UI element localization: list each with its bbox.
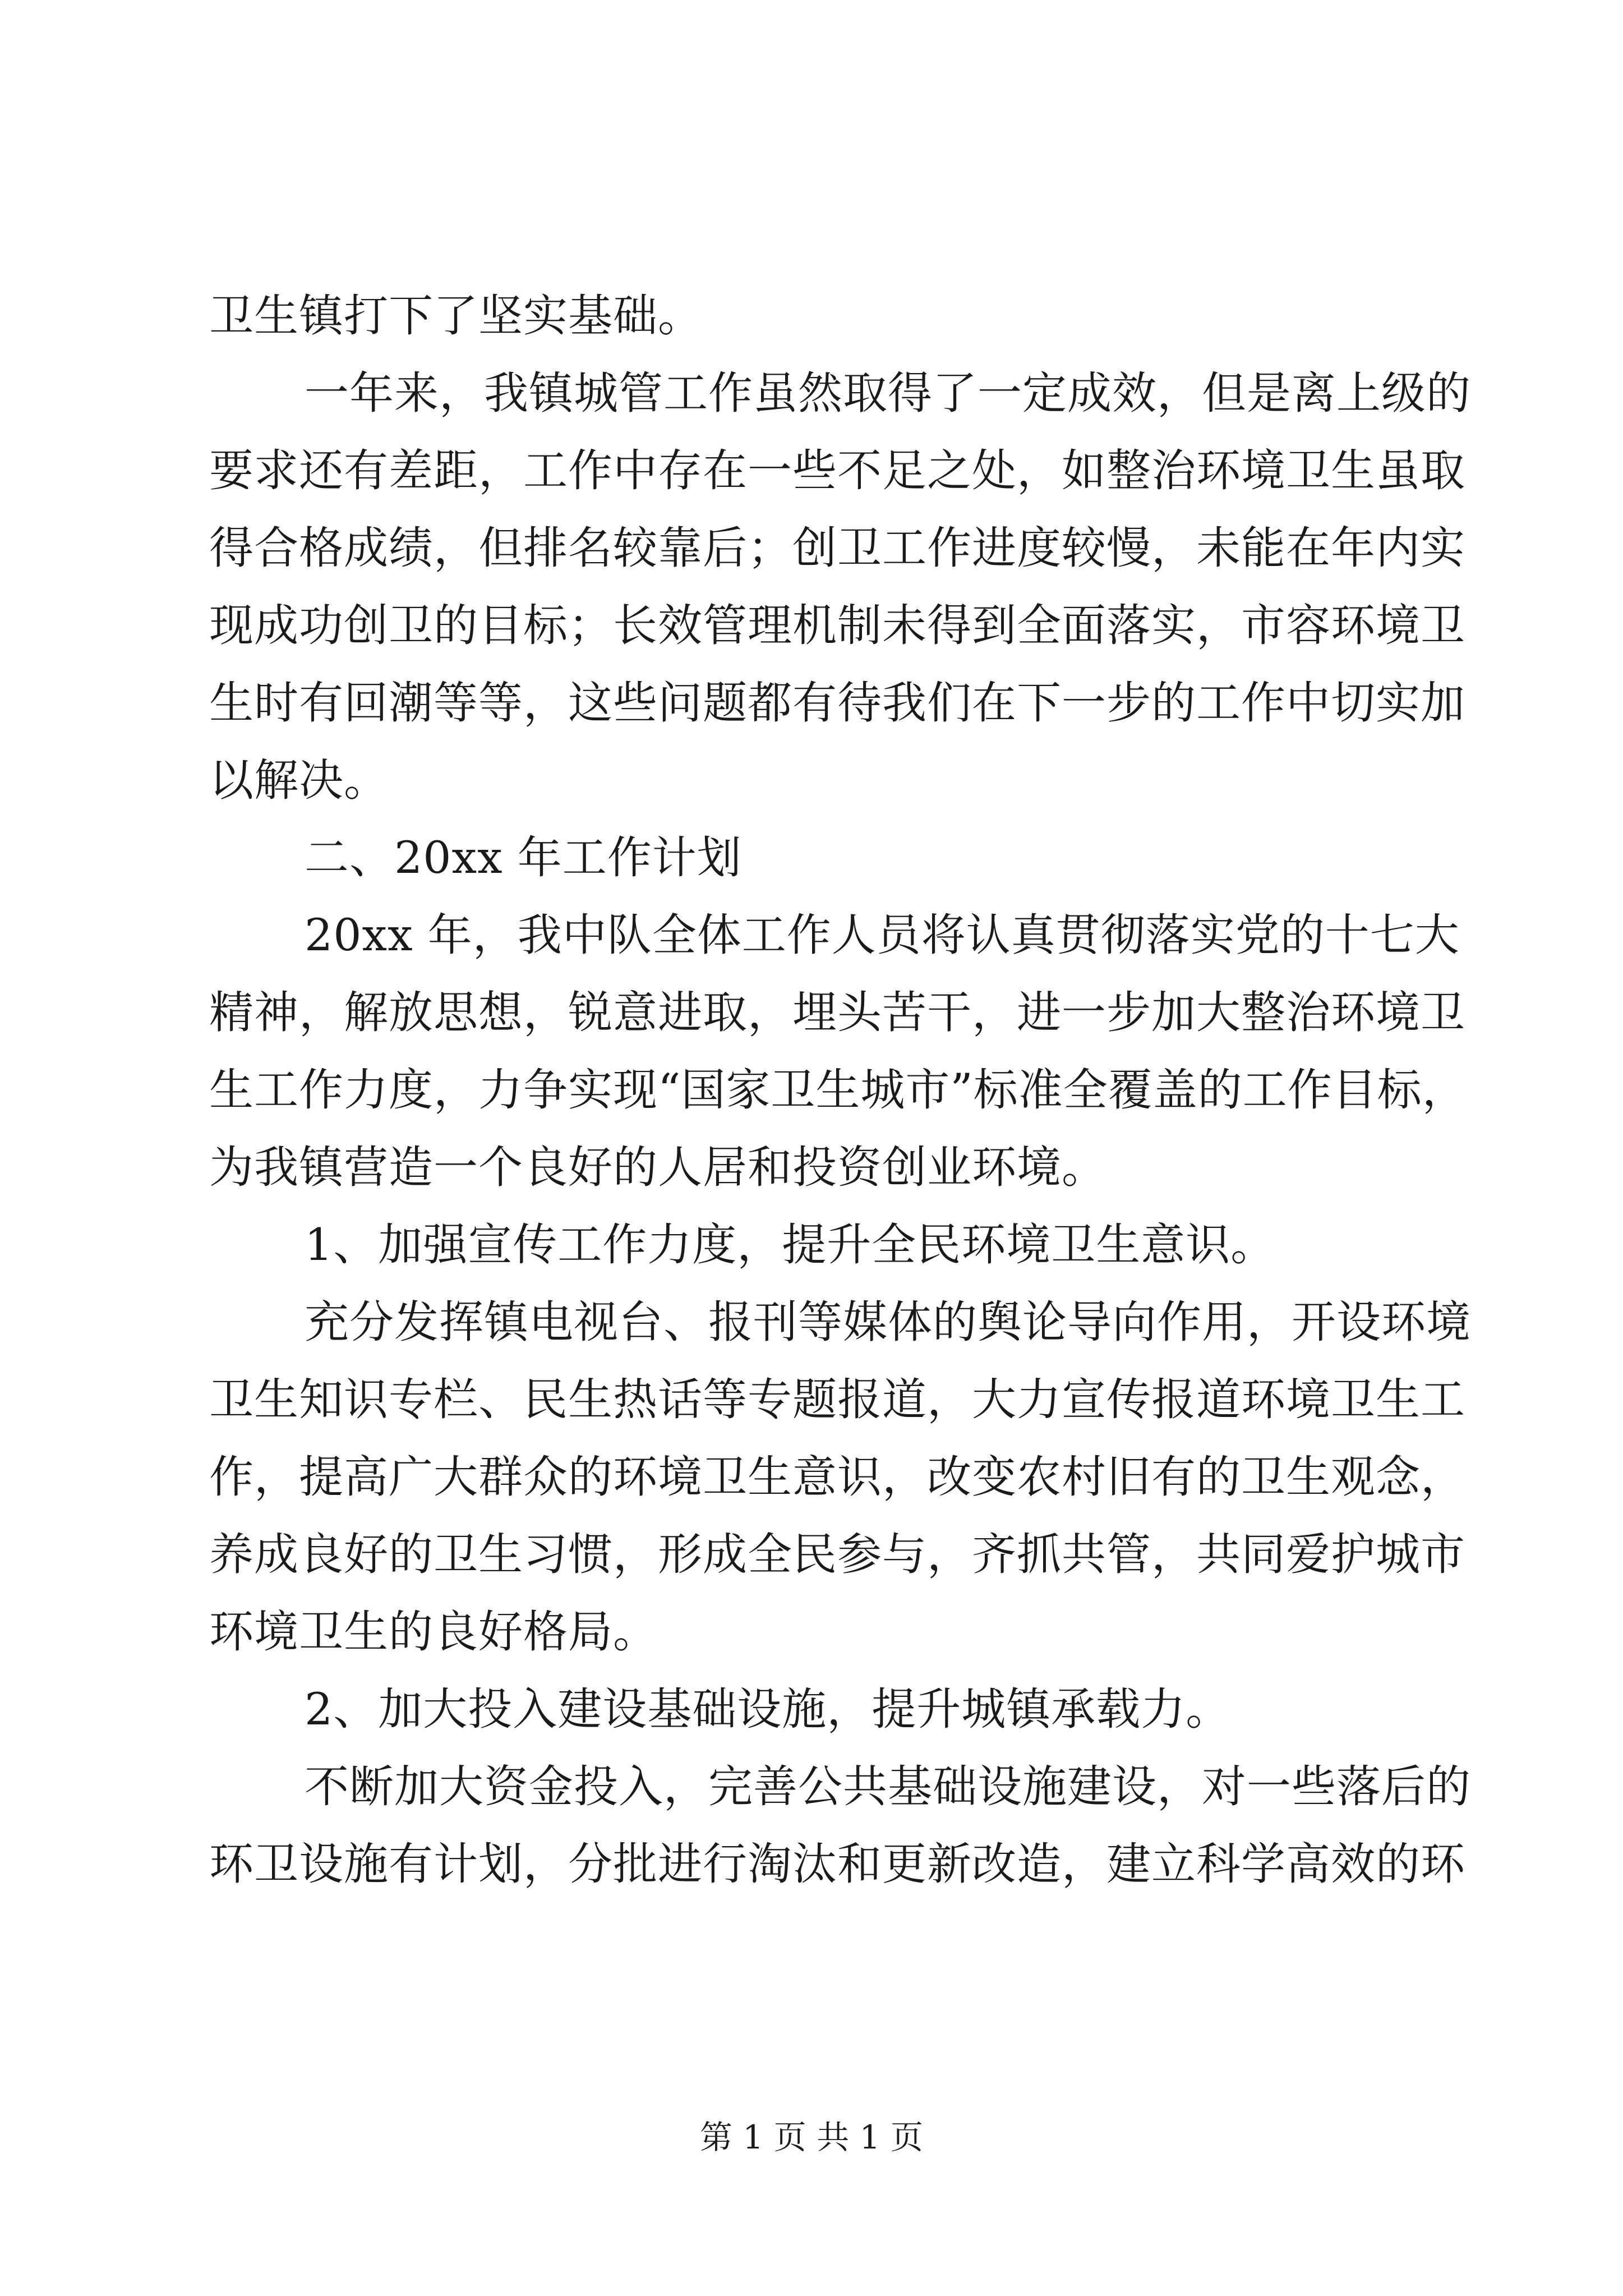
text-line: 卫生知识专栏、民生热话等专题报道，大力宣传报道环境卫生工: [209, 1374, 1465, 1425]
section-heading: 二、20xx 年工作计划: [305, 832, 742, 884]
text-line: 环卫设施有计划，分批进行淘汰和更新改造，建立科学高效的环: [209, 1838, 1465, 1890]
text-line: 一年来，我镇城管工作虽然取得了一定成效，但是离上级的: [305, 367, 1471, 419]
page-footer: [0, 2115, 1623, 2160]
subsection-heading: 2、加大投入建设基础设施，提升城镇承载力。: [305, 1683, 1231, 1735]
text-line: 现成功创卫的目标；长效管理机制未得到全面落实，市容环境卫: [209, 600, 1465, 651]
text-line: 养成良好的卫生习惯，形成全民参与，齐抓共管，共同爱护城市: [209, 1529, 1465, 1580]
text-line: 生工作力度，力争实现“国家卫生城市”标准全覆盖的工作目标，: [209, 1064, 1467, 1116]
text-line: 得合格成绩，但排名较靠后；创卫工作进度较慢，未能在年内实: [209, 522, 1465, 574]
text-line: 生时有回潮等等，这些问题都有待我们在下一步的工作中切实加: [209, 677, 1465, 729]
text-line: 作，提高广大群众的环境卫生意识，改变农村旧有的卫生观念，: [209, 1451, 1465, 1503]
text-line: 20xx 年，我中队全体工作人员将认真贯彻落实党的十七大: [305, 909, 1460, 961]
document-body: [209, 277, 1471, 1903]
text-line: 环境卫生的良好格局。: [209, 1606, 658, 1658]
text-line: 以解决。: [209, 754, 389, 806]
page-number-label: 第 1 页 共 1 页: [700, 2118, 923, 2156]
text-line: 要求还有差距，工作中存在一些不足之处，如整治环境卫生虽取: [209, 445, 1465, 496]
subsection-heading: 1、加强宣传工作力度，提升全民环境卫生意识。: [305, 1219, 1276, 1271]
text-line: 卫生镇打下了坚实基础。: [209, 290, 703, 342]
text-line: 充分发挥镇电视台、报刊等媒体的舆论导向作用，开设环境: [305, 1296, 1471, 1348]
text-line: 精神，解放思想，锐意进取，埋头苦干，进一步加大整治环境卫: [209, 987, 1465, 1038]
text-line: 不断加大资金投入，完善公共基础设施建设，对一些落后的: [305, 1761, 1471, 1812]
text-line: 为我镇营造一个良好的人居和投资创业环境。: [209, 1142, 1106, 1193]
